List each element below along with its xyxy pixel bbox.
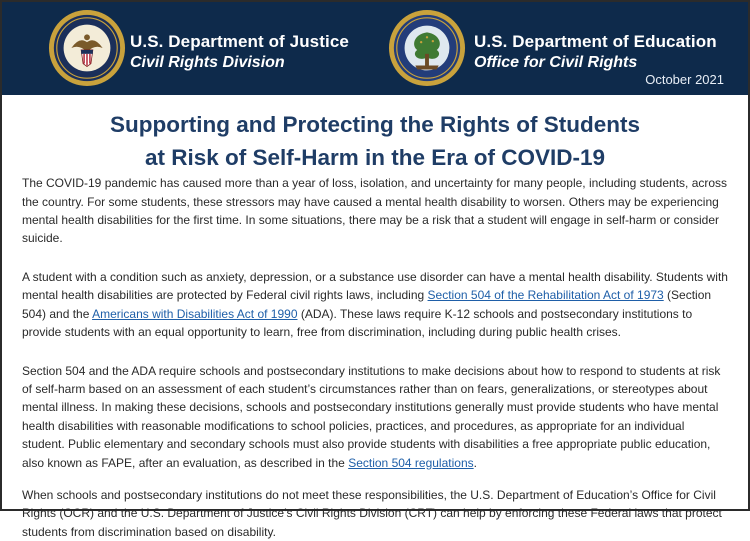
- ed-seal-icon: [388, 9, 466, 87]
- ed-office: Office for Civil Rights: [474, 53, 638, 71]
- paragraph-protections-text-1: A student with a condition such as anxiety, depression, or a substance use disorder can have a mental health disability. Students with mental health disabilities are protected by Federal civil rights laws, including: [22, 269, 728, 303]
- title-line-2: at Risk of Self-Harm in the Era of COVID-19: [144, 144, 606, 170]
- doj-name: U.S. Department of Justice: [130, 32, 349, 51]
- paragraph-protections-text-2: (Section 504) and the: [22, 288, 712, 321]
- ada-link[interactable]: Americans with Disabilities Act of 1990: [92, 306, 298, 321]
- header-banner: [2, 2, 748, 95]
- paragraph-protections-text-3: (ADA). These laws require K-12 schools and postsecondary institutions to provide students with an equal opportunity to learn, free from discrimination, including during public health crises.: [22, 306, 693, 340]
- ed-name: U.S. Department of Education: [474, 32, 717, 51]
- paragraph-requirements-text-1: Section 504 and the ADA require schools and postsecondary institutions to make decisions about how to respond to students at risk of self-harm based on an assessment of each student’s circumstances rather than on fears, generalizations, or stereotypes about mental illness. In making these decisions, schools and postsecondary institutions generally must provide students who have mental health disabilities with reasonable modifications to school policies, practices, and procedures, as appropriate for an individual student. Public elementary and secondary schools must also provide students with disabilities a free appropriate public education, also known as FAPE, after an evaluation, as described in the: [22, 363, 721, 470]
- document-body: [2, 174, 748, 541]
- section-504-regulations-link[interactable]: Section 504 regulations: [348, 455, 474, 470]
- doj-identity: [130, 32, 349, 72]
- doj-seal-icon: [48, 9, 126, 87]
- publication-date: October 2021: [645, 72, 724, 87]
- ed-identity: [474, 32, 717, 72]
- title-line-1: Supporting and Protecting the Rights of Students: [110, 112, 640, 137]
- paragraph-protections: [22, 268, 730, 342]
- paragraph-requirements-text-2: .: [473, 455, 477, 470]
- paragraph-enforcement: When schools and postsecondary institutions do not meet these responsibilities, the U.S. Department of Education’s Office for Civil Rights (OCR) and the U.S. Department of Justice’s Civil Rights Division (CRT) can help by enforcing these Federal laws that protect students from discrimination based on disability.: [22, 487, 722, 539]
- paragraph-requirements: [22, 362, 730, 472]
- doj-division: Civil Rights Division: [130, 53, 285, 71]
- section-504-link[interactable]: Section 504 of the Rehabilitation Act of 1973: [427, 288, 664, 303]
- paragraph-intro: The COVID-19 pandemic has caused more than a year of loss, isolation, and uncertainty for many people, including students, across the country. For some students, these stressors may have caused a mental health disability to worsen. Others may be experiencing mental health disabilities for the first time. In some situations, there may be a risk that a student will engage in self-harm or consider suicide.: [22, 176, 728, 246]
- page-title: [2, 109, 748, 174]
